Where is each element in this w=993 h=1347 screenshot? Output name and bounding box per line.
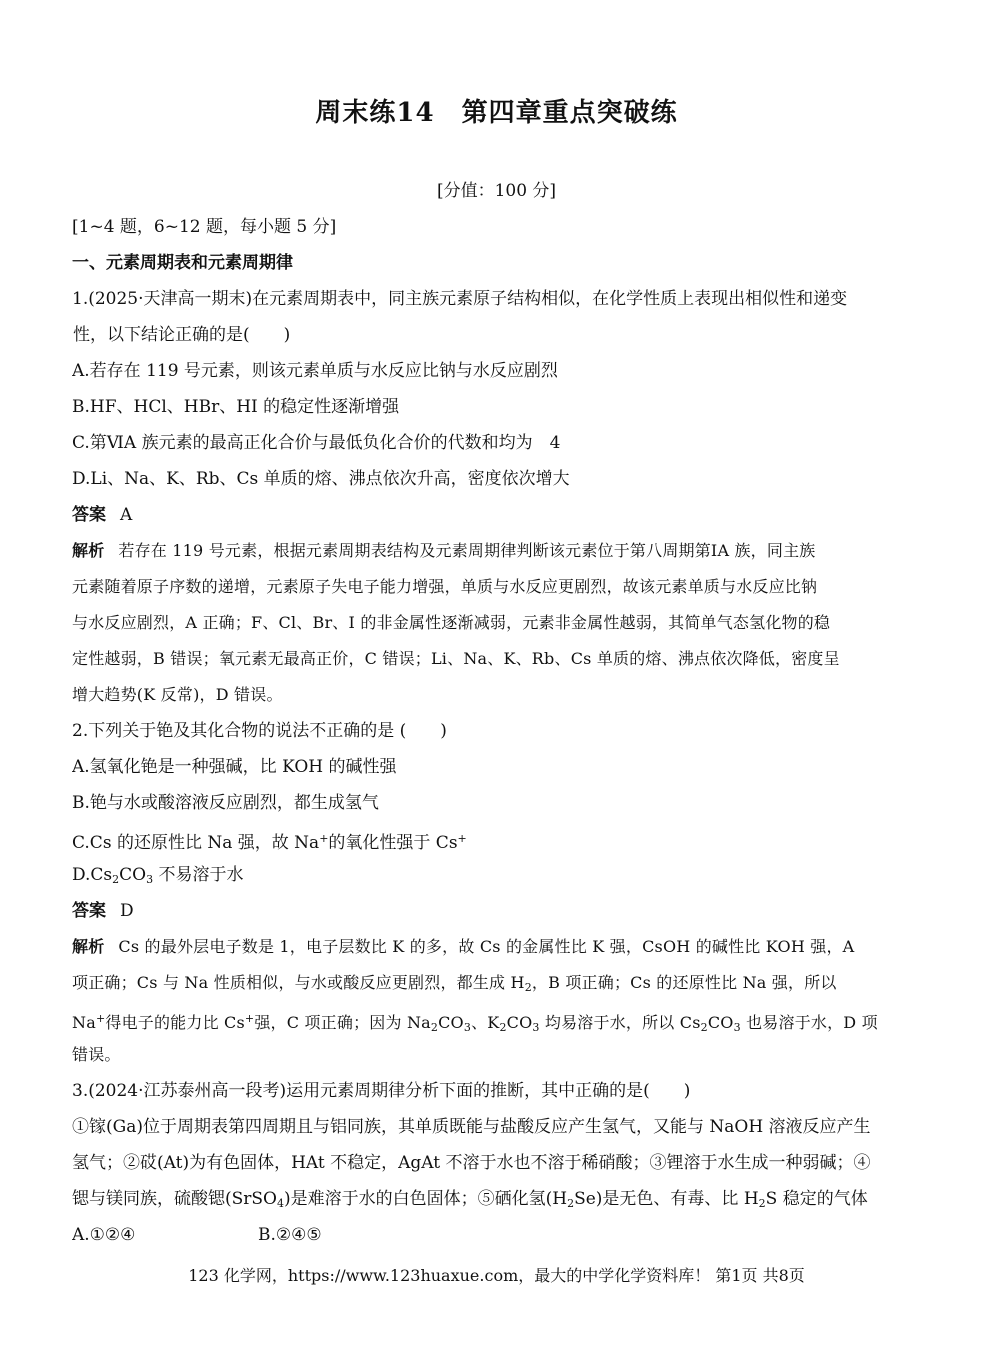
q3-stem: 3.(2024·江苏泰州高一段考)运用元素周期律分析下面的推断，其中正确的是( ) [72, 1081, 691, 1101]
q1-stem-line1: 1.(2025·天津高一期末)在元素周期表中，同主族元素原子结构相似，在化学性质上表现出相似性和递变 [72, 289, 848, 309]
q1-explanation-line1: 解析 若存在 119 号元素，根据元素周期表结构及元素周期律判断该元素位于第八周期第ⅠA 族，同主族 [72, 541, 816, 560]
q3-statement-line3: 锶与镁同族，硫酸锶(SrSO$_4$)是难溶于水的白色固体；⑤硒化氢$(H_2Se)$是无色、有毒、比 $H_2S$ 稳定的气体 [72, 1189, 868, 1210]
q1-option-c: C.第ⅥA 族元素的最高正化合价与最低负化合价的代数和均为 4 [72, 433, 561, 453]
answer-label: 答案 [72, 901, 106, 921]
answer-label: 答案 [72, 505, 106, 525]
q1-explanation-line5: 增大趋势(K 反常)，D 错误。 [72, 685, 283, 704]
question-range-note: [1~4 题，6~12 题，每小题 5 分] [72, 217, 337, 237]
content [72, 209, 922, 1253]
answer-value: D [120, 901, 134, 921]
q2-answer [72, 893, 922, 929]
q2-explanation-line4: 错误。 [72, 1045, 121, 1064]
q2-explanation-line2: 项正确；Cs 与 Na 性质相似，与水或酸反应更剧烈，都生成 $H_2$，B 项正确；Cs 的还原性比 Na 强，所以 [72, 973, 837, 994]
page-footer: 123 化学网，https://www.123huaxue.com，最大的中学化学资料库！ 第1页 共8页 [188, 1266, 805, 1285]
q3-option-a: A.①②④ [72, 1225, 136, 1245]
section-heading: 一、元素周期表和元素周期律 [72, 253, 293, 273]
q1-option-b: B.HF、HCl、HBr、HI 的稳定性逐渐增强 [72, 397, 400, 417]
q1-explanation-line2: 元素随着原子序数的递增，元素原子失电子能力增强，单质与水反应更剧烈，故该元素单质与水反应比钠 [72, 577, 818, 596]
q1-explanation-line3: 与水反应剧烈，A 正确；F、Cl、Br、I 的非金属性逐渐减弱，元素非金属性越弱，其简单气态氢化物的稳 [72, 613, 831, 632]
q1-answer [72, 497, 922, 533]
q1-option-a: A.若存在 119 号元素，则该元素单质与水反应比钠与水反应剧烈 [72, 361, 558, 381]
q2-stem: 2.下列关于铯及其化合物的说法不正确的是 ( ) [72, 721, 447, 741]
q2-option-a: A.氢氧化铯是一种强碱，比 KOH 的碱性强 [72, 757, 397, 777]
q1-option-d: D.Li、Na、K、Rb、Cs 单质的熔、沸点依次升高，密度依次增大 [72, 469, 570, 489]
page-title: 周末练14 第四章重点突破练 [315, 98, 678, 128]
q3-statement-line2: 氢气；②砹(At)为有色固体，HAt 不稳定，AgAt 不溶于水也不溶于稀硝酸；③锂溶于水生成一种弱碱；④ [72, 1153, 871, 1173]
answer-value: A [120, 505, 133, 525]
q2-option-b: B.铯与水或酸溶液反应剧烈，都生成氢气 [72, 793, 379, 813]
explanation-label: 解析 [72, 937, 105, 956]
explanation-label: 解析 [72, 541, 105, 560]
q3-options-row [72, 1217, 922, 1253]
score-note: [分值：100 分] [436, 181, 557, 201]
q1-explanation-line4: 定性越弱，B 错误；氧元素无最高正价，C 错误；Li、Na、K、Rb、Cs 单质的熔、沸点依次降低，密度呈 [72, 649, 840, 668]
q1-stem-line2: 性，以下结论正确的是( ) [73, 325, 291, 345]
q2-explanation-line1: 解析 Cs 的最外层电子数是 1，电子层数比 K 的多，故 Cs 的金属性比 K 强，CsOH 的碱性比 KOH 强，A [72, 937, 855, 956]
q3-option-b: B.②④⑤ [258, 1225, 322, 1245]
q2-option-d: $D.Cs_2CO_3$ 不易溶于水 [72, 865, 244, 886]
q3-statement-line1: ①镓(Ga)位于周期表第四周期且与铝同族，其单质既能与盐酸反应产生氢气，又能与 NaOH 溶液反应产生 [72, 1117, 871, 1137]
q2-option-c: C.Cs 的还原性比 Na 强，故 Na+的氧化性强于 Cs+ [72, 832, 467, 853]
q2-explanation-line3: Na+得电子的能力比 Cs+强，C 项正确；因为 $Na_2CO_3$、$K_2CO_3$ 均易溶于水，所以 $Cs_2CO_3$ 也易溶于水，D 项 [72, 1012, 878, 1034]
